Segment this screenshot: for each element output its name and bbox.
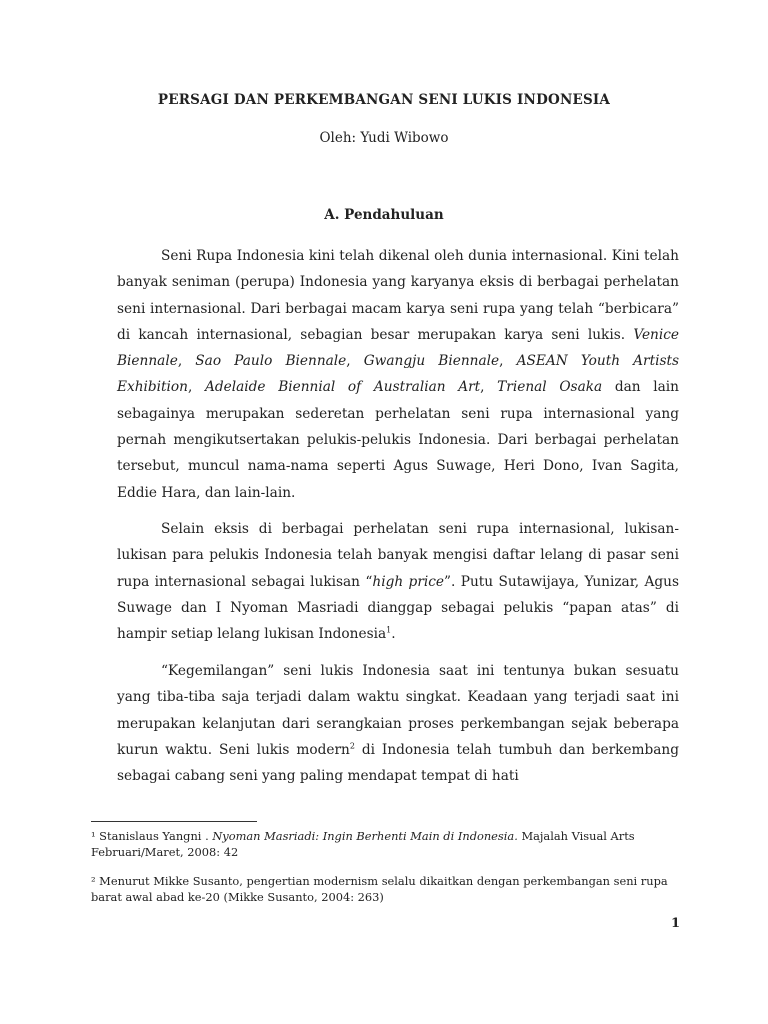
footnote-title: Nyoman Masriadi: Ingin Berhenti Main di Indonesia. [212,829,518,843]
paragraph-2 [117,516,679,663]
paragraph-3 [117,658,679,805]
event-name: Sao Paulo Biennale [195,353,347,370]
event-name: Gwangju Biennale [363,353,500,370]
footnote-1 [91,828,691,860]
footnote-ref: 1 [386,625,392,635]
paragraph-text: di Indonesia telah tumbuh dan berkembang sebagai cabang seni yang paling mendapat tempat di hati [117,741,680,785]
paragraph-text: dan lain sebagainya merupakan sederetan perhelatan seni rupa internasional yang pernah mengikutsertakan pelukis-pelukis Indonesia. Dari berbagai perhelatan tersebut, muncul nama-nama seperti Agus Suwage, Heri Dono, Ivan Sagita, Eddie Hara, dan lain-lain. [117,379,679,501]
paragraph-text: . [391,626,396,643]
separator: , [346,353,364,370]
section-heading: A. Pendahuluan [324,207,444,223]
separator: , [499,353,517,370]
paragraph-text: “Kegemilangan” seni lukis Indonesia saat ini tentunya bukan sesuatu yang tiba-tiba saja terjadi dalam waktu singkat. Keadaan yang terjadi saat ini merupakan kelanjutan dari serangkaian proses perkembangan sejak beberapa kurun waktu. Seni lukis modern [117,663,679,758]
separator: , [187,379,205,396]
italic-term: high price [372,573,445,590]
separator: , [480,379,498,396]
document-title: PERSAGI DAN PERKEMBANGAN SENI LUKIS INDONESIA [157,92,611,108]
footnote-divider [91,821,257,822]
footnote-text: ¹ Stanislaus Yangni . [91,829,213,843]
paragraph-text: Seni Rupa Indonesia kini telah dikenal oleh dunia internasional. Kini telah banyak seniman (perupa) Indonesia yang karyanya eksis di berbagai perhelatan seni internasional. Dari berbagai macam karya seni rupa yang telah “berbicara” di kancah internasional, sebagian besar merupakan karya seni lukis. [117,248,679,343]
event-name: Venice Biennale [117,326,679,370]
separator: , [177,353,196,370]
footnote-ref: 2 [349,741,355,751]
event-name: Trienal Osaka [497,379,603,396]
author-line: Oleh: Yudi Wibowo [319,130,449,146]
footnote-text: Majalah Visual Arts Februari/Maret, 2008: 42 [91,829,635,859]
paragraph-text: ”. Putu Sutawijaya, Yunizar, Agus Suwage dan I Nyoman Masriadi dianggap sebagai pelukis “papan atas” di hampir setiap lelang lukisan Indonesia [117,573,679,643]
page-number: 1 [670,916,680,931]
paragraph-text: Selain eksis di berbagai perhelatan seni rupa internasional, lukisan-lukisan para pelukis Indonesia telah banyak mengisi daftar lelang di pasar seni rupa internasional sebagai lukisan “ [117,521,679,590]
event-name: Adelaide Biennial of Australian Art [205,379,481,396]
footnote-2: ² Menurut Mikke Susanto, pengertian modernism selalu dikaitkan dengan perkembangan seni rupa barat awal abad ke-20 (Mikke Susanto, 2004: 263) [91,874,668,904]
paragraph-1 [117,243,679,522]
event-name: ASEAN Youth Artists Exhibition [117,353,680,396]
